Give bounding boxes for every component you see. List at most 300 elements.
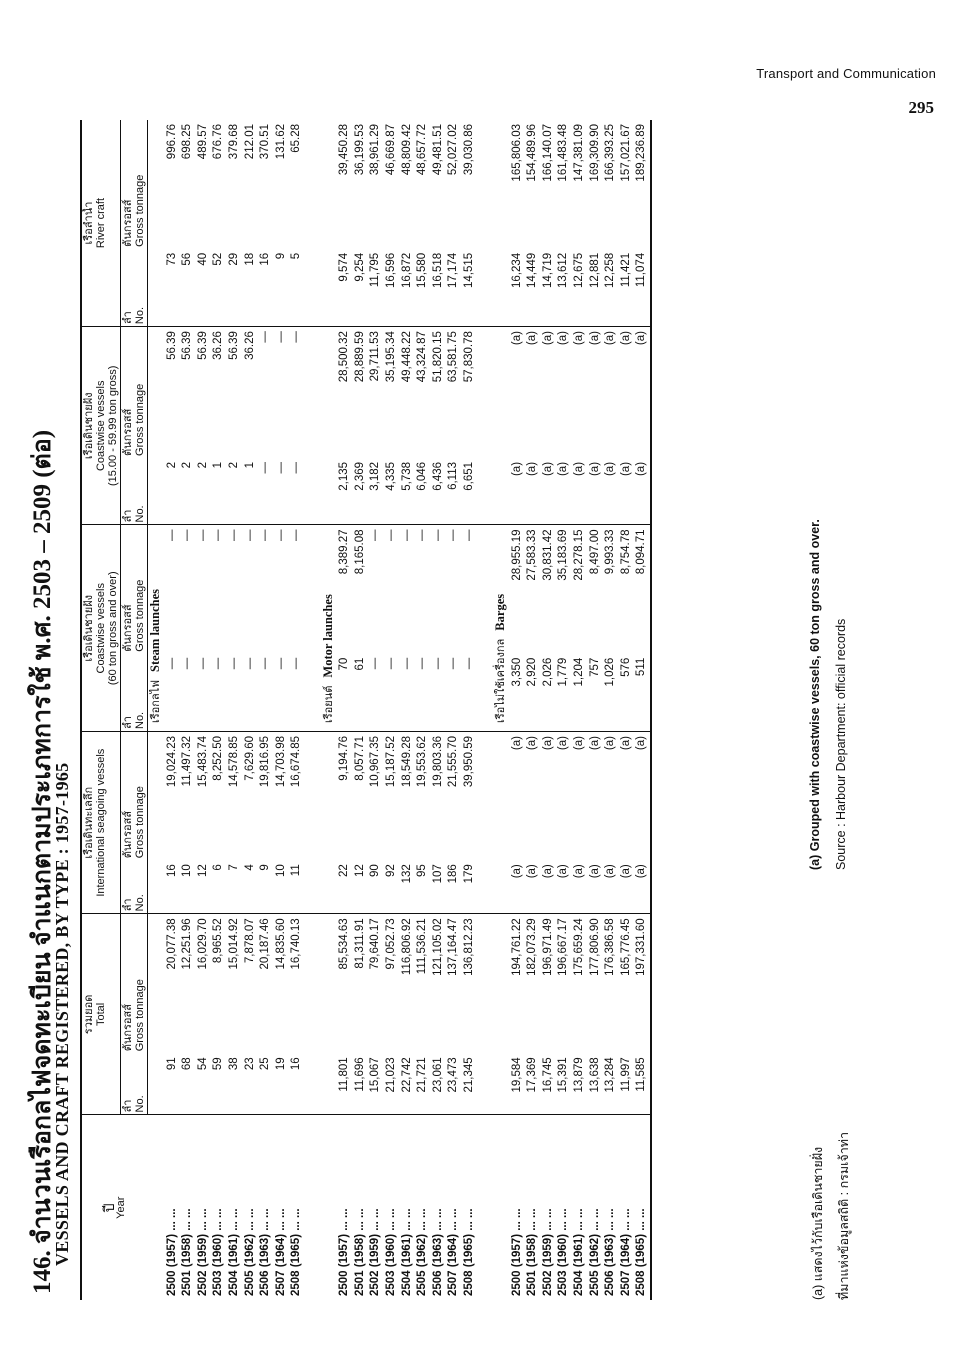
value-cell: 38,961.29	[369, 124, 382, 176]
value-cell: 182,073.29	[526, 918, 539, 976]
value-cell: 11,795	[368, 249, 384, 327]
value-cell: 1	[243, 458, 259, 525]
value-cell: (a)	[526, 331, 539, 346]
value-cell: —	[196, 529, 209, 541]
value-cell: 19,553.62	[416, 736, 429, 788]
table-row	[431, 120, 447, 1300]
table-row	[619, 120, 635, 1300]
footnote-thai: (a) แสดงไว้กับเรือเดินชายฝั่ง	[811, 1146, 825, 1300]
value-cell: 28,278.15	[573, 529, 586, 581]
value-cell: —	[400, 654, 416, 732]
value-cell: 12,881	[588, 249, 604, 327]
value-cell: 18	[243, 249, 259, 327]
value-cell: 21,555.70	[447, 736, 460, 788]
value-cell: —	[384, 654, 400, 732]
value-cell: (a)	[619, 331, 632, 346]
no-subheader: ลำ No.	[121, 249, 148, 327]
value-cell: 15,483.74	[196, 736, 209, 788]
year-cell: 2508 (1965) ... ...	[634, 1115, 651, 1300]
value-cell: 25	[258, 1053, 274, 1115]
intl-header-thai: เรือเดินทะเลลึก	[83, 786, 95, 859]
table-header	[81, 120, 148, 1300]
value-cell: 16,234	[510, 249, 526, 327]
year-cell: 2503 (1960) ... ...	[212, 1208, 225, 1296]
value-cell: (a)	[634, 732, 651, 861]
value-cell: 16,674.85	[290, 736, 303, 788]
value-cell: 21,721	[415, 1053, 431, 1115]
value-cell: 121,105.02	[431, 918, 444, 976]
value-cell: 8,165.08	[353, 529, 366, 575]
value-cell: 1,779	[556, 654, 572, 732]
value-cell: 52	[211, 249, 227, 327]
value-cell: 16	[258, 249, 274, 327]
value-cell: 166,140.07	[541, 124, 554, 182]
value-cell: —	[431, 529, 444, 541]
value-cell: 2	[227, 458, 243, 525]
gross-tonnage-subheader: ตันกรอสส์ Gross tonnage	[121, 120, 148, 249]
rotated-table-page	[20, 120, 940, 1300]
value-cell: (a)	[634, 860, 651, 914]
value-cell: 54	[196, 1053, 212, 1115]
value-cell: —	[415, 654, 431, 732]
value-cell: 57,830.78	[462, 331, 475, 383]
year-cell: 2505 (1962) ... ...	[243, 1208, 256, 1296]
value-cell: 19	[274, 1053, 290, 1115]
value-cell: 8,754.78	[619, 529, 632, 575]
value-cell: 12	[196, 860, 212, 914]
table-row	[603, 120, 619, 1300]
value-cell: 12,258	[603, 249, 619, 327]
year-cell: 2502 (1959) ... ...	[196, 1208, 209, 1296]
table-row	[525, 120, 541, 1300]
value-cell: 36.26	[212, 331, 225, 360]
value-cell: 16	[165, 860, 181, 914]
value-cell: 48,657.72	[416, 124, 429, 176]
value-cell: (a)	[510, 331, 523, 346]
year-cell: 2501 (1958) ... ...	[526, 1208, 539, 1296]
value-cell: (a)	[557, 736, 570, 751]
value-cell: 196,667.17	[557, 918, 570, 976]
value-cell: —	[289, 458, 305, 525]
value-cell: (a)	[541, 860, 557, 914]
value-cell: 39,030.86	[462, 124, 475, 176]
value-cell: 137,164.47	[447, 918, 460, 976]
value-cell: 59	[211, 1053, 227, 1115]
value-cell: —	[462, 654, 478, 732]
value-cell: 39,950.59	[462, 736, 475, 788]
value-cell: —	[400, 529, 413, 541]
value-cell: 23	[243, 1053, 259, 1115]
value-cell: —	[243, 654, 259, 732]
value-cell: 16,745	[541, 1053, 557, 1115]
value-cell: 73	[165, 249, 181, 327]
value-cell: 38	[227, 1053, 243, 1115]
value-cell: —	[165, 529, 178, 541]
value-cell: —	[384, 529, 397, 541]
value-cell: 17,369	[525, 1053, 541, 1115]
value-cell: 16	[289, 1053, 305, 1115]
value-cell: (a)	[619, 736, 632, 751]
value-cell: 169,309.90	[588, 124, 601, 182]
value-cell: 8,094.71	[634, 525, 651, 654]
year-cell: 2501 (1958) ... ...	[353, 1208, 366, 1296]
value-cell: 52,027.02	[447, 124, 460, 176]
total-header-thai: รวมยอด	[83, 994, 95, 1035]
year-cell: 2504 (1961) ... ...	[400, 1208, 413, 1296]
table-row	[258, 120, 274, 1300]
year-cell: 2507 (1964) ... ...	[619, 1208, 632, 1296]
source-english: Source : Harbour Department: official records	[834, 618, 848, 870]
value-cell: (a)	[526, 736, 539, 751]
value-cell: 56.39	[196, 331, 209, 360]
value-cell: 996.76	[165, 124, 178, 160]
value-cell: 13,612	[556, 249, 572, 327]
source-thai: ที่มาแห่งข้อมูลสถิติ : กรมเจ้าท่า	[837, 1132, 851, 1300]
value-cell: 85,534.63	[338, 918, 351, 970]
value-cell: 70	[337, 654, 353, 732]
value-cell: (a)	[573, 331, 586, 346]
value-cell: 92	[384, 860, 400, 914]
value-cell: 11,421	[619, 249, 635, 327]
value-cell: (a)	[525, 860, 541, 914]
value-cell: —	[462, 529, 475, 541]
section-label-thai: เรือไม่ใช้เครื่องกล	[495, 638, 508, 723]
value-cell: —	[446, 654, 462, 732]
value-cell: 16,596	[384, 249, 400, 327]
value-cell: 757	[588, 654, 604, 732]
value-cell: 8,965.52	[212, 918, 225, 964]
gross-tonnage-subheader: ตันกรอสส์ Gross tonnage	[121, 525, 148, 654]
value-cell: 1	[211, 458, 227, 525]
gross-tonnage-subheader: ตันกรอสส์ Gross tonnage	[121, 914, 148, 1053]
section-label-row	[321, 120, 338, 1300]
value-cell: 35,195.34	[384, 331, 397, 383]
section-label: Motor launches	[320, 594, 335, 678]
title-thai: 146. จำนวนเรือกลไฟจดทะเบียน จำแนกตามประเภทการใช้ พ.ศ. 2503 – 2509 (ต่อ)	[29, 429, 56, 1294]
coast15-header-thai: เรือเดินชายฝั่ง	[83, 392, 95, 460]
value-cell: (a)	[588, 331, 601, 346]
value-cell: 19,803.36	[431, 736, 444, 788]
value-cell: 15,067	[368, 1053, 384, 1115]
value-cell: 11	[289, 860, 305, 914]
value-cell: 132	[400, 860, 416, 914]
value-cell: 19,816.95	[259, 736, 272, 788]
value-cell: 11,585	[634, 1053, 651, 1115]
value-cell: 10	[274, 860, 290, 914]
value-cell: 56	[180, 249, 196, 327]
value-cell: 28,889.59	[353, 331, 366, 383]
value-cell: 18,549.28	[400, 736, 413, 788]
value-cell: 48,809.42	[400, 124, 413, 176]
section-gap	[477, 120, 493, 1300]
table-row	[400, 120, 416, 1300]
value-cell: 179	[462, 860, 478, 914]
value-cell: 16,029.70	[196, 918, 209, 970]
value-cell: 51,820.15	[431, 331, 444, 383]
vessels-table	[80, 120, 652, 1300]
value-cell: —	[227, 654, 243, 732]
value-cell: 43,324.87	[416, 331, 429, 383]
table-row	[368, 120, 384, 1300]
value-cell: —	[447, 529, 460, 541]
value-cell: 29,711.53	[369, 331, 382, 382]
value-cell: 29	[227, 249, 243, 327]
value-cell: 2,369	[353, 458, 369, 525]
value-cell: 676.76	[212, 124, 225, 160]
value-cell: 165,776.45	[619, 918, 632, 976]
value-cell: 157,021.67	[619, 124, 632, 182]
value-cell: 197,331.60	[634, 914, 651, 1053]
section-label-row	[148, 120, 165, 1300]
value-cell: 19,584	[510, 1053, 526, 1115]
value-cell: 7	[227, 860, 243, 914]
value-cell: 56.39	[227, 331, 240, 360]
value-cell: 49,481.51	[431, 124, 444, 176]
total-header: Total	[95, 1002, 107, 1027]
value-cell: 20,187.46	[259, 918, 272, 970]
value-cell: 65.28	[290, 124, 303, 153]
footnote-english: (a) Grouped with coastwise vessels, 60 ton gross and over.	[808, 519, 822, 870]
value-cell: —	[258, 654, 274, 732]
year-header: Year	[114, 1196, 127, 1219]
table-row	[353, 120, 369, 1300]
value-cell: 136,812.23	[462, 918, 475, 976]
table-row	[243, 120, 259, 1300]
value-cell: (a)	[634, 327, 651, 458]
value-cell: 30,831.42	[541, 529, 554, 581]
value-cell: —	[180, 654, 196, 732]
section-label: Barges	[493, 593, 508, 631]
value-cell: 95	[415, 860, 431, 914]
value-cell: 28,500.32	[338, 331, 351, 383]
table-row	[510, 120, 526, 1300]
value-cell: 22	[337, 860, 353, 914]
value-cell: (a)	[634, 458, 651, 525]
value-cell: 13,638	[588, 1053, 604, 1115]
value-cell: —	[274, 529, 287, 541]
value-cell: 12	[353, 860, 369, 914]
value-cell: 9	[258, 860, 274, 914]
value-cell: 21,023	[384, 1053, 400, 1115]
value-cell: —	[181, 529, 194, 541]
value-cell: —	[196, 654, 212, 732]
value-cell: 189,236.89	[634, 120, 651, 249]
value-cell: 11,696	[353, 1053, 369, 1115]
value-cell: 9,194.76	[338, 736, 351, 781]
running-head: Transport and Communication	[756, 66, 936, 81]
value-cell: 16,872	[400, 249, 416, 327]
value-cell: 370.51	[259, 124, 272, 160]
section-label: Steam launches	[148, 589, 162, 672]
year-cell: 2504 (1961) ... ...	[227, 1208, 240, 1296]
value-cell: 5	[289, 249, 305, 327]
value-cell: 11,074	[634, 249, 651, 327]
title-english: VESSELS AND CRAFT REGISTERED, BY TYPE : 1957-1965	[52, 762, 72, 1266]
value-cell: 10,967.35	[369, 736, 382, 788]
section-label-thai: เรือยนต์	[322, 685, 335, 723]
intl-header: International seagoing vessels	[95, 748, 107, 897]
value-cell: 91	[165, 1053, 181, 1115]
value-cell: 4	[243, 860, 259, 914]
year-cell: 2500 (1957) ... ...	[510, 1208, 523, 1296]
value-cell: —	[416, 529, 429, 541]
value-cell: 8,057.71	[353, 736, 366, 781]
year-cell: 2507 (1964) ... ...	[447, 1208, 460, 1296]
river-header: River craft	[95, 197, 107, 249]
value-cell: 212.01	[243, 124, 256, 160]
value-cell: 36,199.53	[353, 124, 366, 176]
value-cell: 2	[196, 458, 212, 525]
year-cell: 2501 (1958) ... ...	[181, 1208, 194, 1296]
value-cell: (a)	[588, 860, 604, 914]
table-row	[556, 120, 572, 1300]
value-cell: (a)	[510, 860, 526, 914]
value-cell: 2	[165, 458, 181, 525]
value-cell: (a)	[510, 458, 526, 525]
no-subheader: ลำ No.	[121, 1053, 148, 1115]
value-cell: (a)	[588, 736, 601, 751]
value-cell: 5,738	[400, 458, 416, 525]
table-row	[572, 120, 588, 1300]
value-cell: 15,014.92	[227, 918, 240, 970]
value-cell: 56.39	[181, 331, 194, 360]
value-cell: 22,742	[400, 1053, 416, 1115]
value-cell: 131.62	[274, 124, 287, 160]
year-cell: 2504 (1961) ... ...	[573, 1208, 586, 1296]
table-row	[274, 120, 290, 1300]
value-cell: 9	[274, 249, 290, 327]
value-cell: 9,574	[337, 249, 353, 327]
value-cell: 56.39	[165, 331, 178, 360]
value-cell: (a)	[588, 458, 604, 525]
value-cell: 36.26	[243, 331, 256, 360]
value-cell: 68	[180, 1053, 196, 1115]
year-cell: 2502 (1959) ... ...	[369, 1208, 382, 1296]
value-cell: 489.57	[196, 124, 209, 160]
river-header-thai: เรือลำน้ำ	[83, 201, 95, 245]
value-cell: —	[431, 654, 447, 732]
coast15-header: Coastwise vessels	[95, 380, 107, 472]
value-cell: —	[274, 458, 290, 525]
value-cell: (a)	[572, 860, 588, 914]
table-row	[462, 120, 478, 1300]
value-cell: (a)	[619, 860, 635, 914]
year-cell: 2503 (1960) ... ...	[384, 1208, 397, 1296]
value-cell: 2,026	[541, 654, 557, 732]
value-cell: 14,515	[462, 249, 478, 327]
value-cell: 15,580	[415, 249, 431, 327]
value-cell: 81,311.91	[353, 918, 366, 969]
value-cell: 13,879	[572, 1053, 588, 1115]
value-cell: 176,386.58	[604, 918, 617, 976]
value-cell: (a)	[525, 458, 541, 525]
section-gap	[305, 120, 321, 1300]
value-cell: 8,497.00	[588, 529, 601, 575]
value-cell: —	[274, 654, 290, 732]
table-body	[148, 120, 652, 1300]
value-cell: 166,393.25	[604, 124, 617, 182]
value-cell: 2	[180, 458, 196, 525]
table-row	[384, 120, 400, 1300]
year-cell: 2506 (1963) ... ...	[259, 1208, 272, 1296]
value-cell: —	[369, 529, 382, 541]
value-cell: —	[274, 331, 287, 343]
value-cell: 21,345	[462, 1053, 478, 1115]
value-cell: —	[289, 654, 305, 732]
value-cell: (a)	[557, 331, 570, 346]
value-cell: (a)	[572, 458, 588, 525]
table-row	[415, 120, 431, 1300]
value-cell: 27,583.33	[526, 529, 539, 581]
value-cell: 177,806.90	[588, 918, 601, 976]
section-label-thai: เรือกลไฟ	[150, 680, 162, 723]
value-cell: 7,629.60	[243, 736, 256, 781]
no-subheader: ลำ No.	[121, 458, 148, 525]
value-cell: 10	[180, 860, 196, 914]
value-cell: 23,061	[431, 1053, 447, 1115]
table-row	[446, 120, 462, 1300]
value-cell: —	[258, 458, 274, 525]
value-cell: —	[290, 331, 303, 343]
value-cell: —	[368, 654, 384, 732]
year-cell: 2507 (1964) ... ...	[274, 1208, 287, 1296]
value-cell: (a)	[603, 860, 619, 914]
table-row	[211, 120, 227, 1300]
table-row	[196, 120, 212, 1300]
value-cell: 97,052.73	[384, 918, 397, 970]
value-cell: 35,183.69	[557, 529, 570, 581]
value-cell: 6,046	[415, 458, 431, 525]
value-cell: 17,174	[446, 249, 462, 327]
value-cell: —	[165, 654, 181, 732]
value-cell: 14,703.98	[274, 736, 287, 788]
value-cell: (a)	[510, 736, 523, 751]
value-cell: 16,518	[431, 249, 447, 327]
value-cell: 63,581.75	[447, 331, 460, 383]
value-cell: 4,335	[384, 458, 400, 525]
value-cell: 3,350	[510, 654, 526, 732]
value-cell: 14,835.60	[274, 918, 287, 970]
value-cell: 111,536.21	[416, 918, 429, 975]
value-cell: —	[290, 529, 303, 541]
value-cell: 11,801	[337, 1053, 353, 1115]
table-row	[541, 120, 557, 1300]
value-cell: (a)	[604, 736, 617, 751]
year-cell: 2505 (1962) ... ...	[588, 1208, 601, 1296]
year-header-thai: ปี	[100, 1203, 117, 1213]
value-cell: 19,024.23	[165, 736, 178, 788]
value-cell: (a)	[541, 736, 554, 751]
year-cell: 2508 (1965) ... ...	[462, 1208, 475, 1296]
table-row	[180, 120, 196, 1300]
coast60-header: Coastwise vessels	[95, 583, 107, 674]
value-cell: 511	[634, 654, 651, 732]
value-cell: 28,955.19	[510, 529, 523, 581]
coast60-header-note: (60 ton gross and over)	[107, 571, 119, 686]
table-row	[634, 120, 651, 1300]
value-cell: 20,077.38	[165, 918, 178, 970]
value-cell: —	[243, 529, 256, 541]
value-cell: 9,993.33	[604, 529, 617, 575]
value-cell: 2,920	[525, 654, 541, 732]
year-cell: 2508 (1965) ... ...	[290, 1208, 303, 1296]
value-cell: 1,204	[572, 654, 588, 732]
value-cell: —	[259, 529, 272, 541]
value-cell: 12,675	[572, 249, 588, 327]
value-cell: 165,806.03	[510, 124, 523, 182]
value-cell: (a)	[541, 331, 554, 346]
value-cell: 61	[353, 654, 369, 732]
